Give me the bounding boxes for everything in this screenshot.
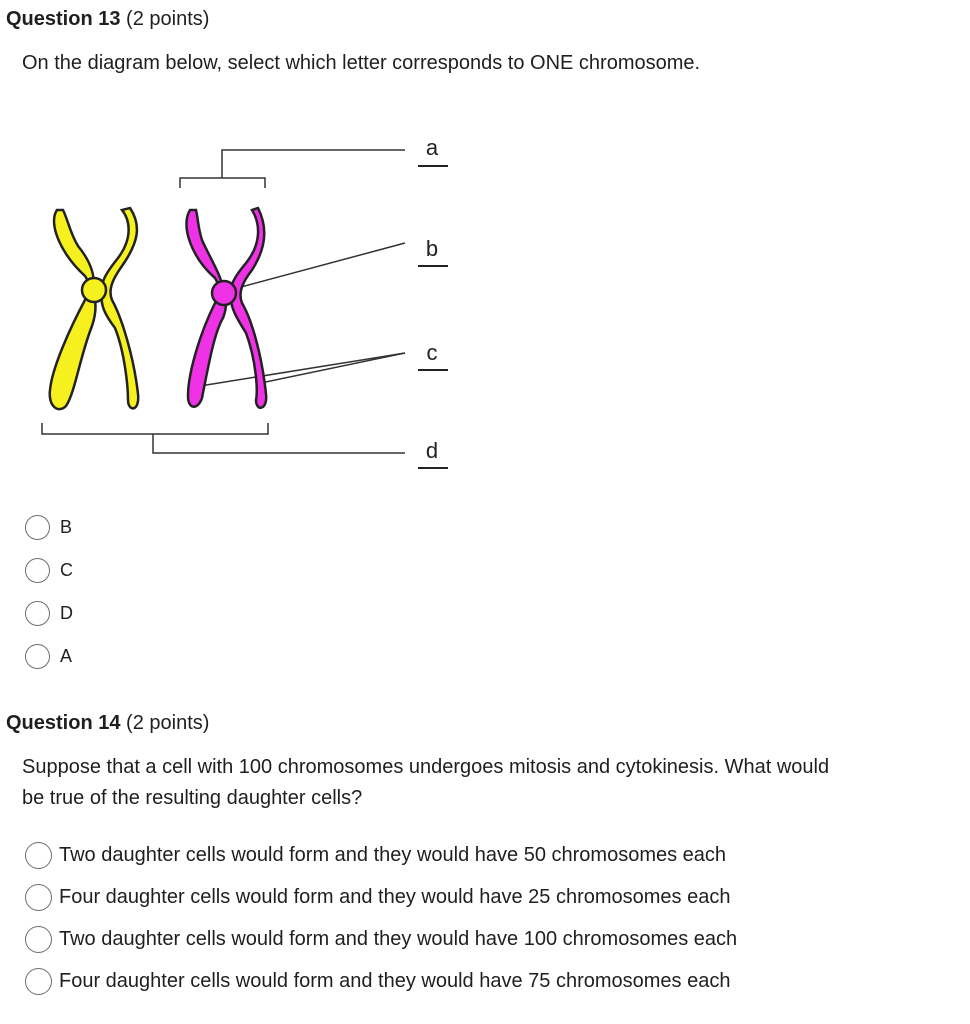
diagram-label-b: b [425, 236, 439, 261]
question-14-prompt: Suppose that a cell with 100 chromosomes undergoes mitosis and cytokinesis. What would be true of the resulting daughter cells? [22, 756, 830, 809]
centromere-yellow [82, 278, 106, 302]
pointer-c2 [256, 353, 405, 384]
q13-radio-b[interactable] [25, 515, 50, 540]
chromatid-magenta-left [186, 210, 226, 407]
q14-radio-1[interactable] [25, 842, 52, 869]
q14-option-3[interactable] [25, 926, 737, 953]
q14-option-2-label: Four daughter cells would form and they would have 25 chromosomes each [59, 886, 731, 908]
q13-radio-a[interactable] [25, 644, 50, 669]
q13-option-a[interactable] [25, 644, 72, 669]
q13-option-c[interactable] [25, 558, 73, 583]
chromatid-yellow-left [50, 210, 96, 409]
question-14-title [6, 712, 209, 735]
q13-radio-c[interactable] [25, 558, 50, 583]
diagram-label-d: d [425, 438, 439, 463]
q13-radio-d[interactable] [25, 601, 50, 626]
q13-option-b-label: B [60, 517, 73, 537]
question-13-label: Question 13 [6, 8, 121, 30]
q13-option-b[interactable] [25, 515, 72, 540]
question-13-prompt: On the diagram below, select which letter corresponds to ONE chromosome. [22, 52, 701, 74]
question-13-title [6, 8, 209, 31]
q13-option-d[interactable] [25, 601, 73, 626]
q14-option-1[interactable] [25, 842, 726, 869]
q13-option-a-label: A [60, 646, 73, 666]
chromosome-yellow [50, 208, 138, 409]
q14-radio-2[interactable] [25, 884, 52, 911]
bracket-a [180, 150, 405, 188]
q13-option-c-label: C [60, 560, 73, 580]
q14-option-2[interactable] [25, 884, 730, 911]
q14-option-1-label: Two daughter cells would form and they would have 50 chromosomes each [59, 844, 727, 866]
q14-option-4[interactable] [25, 968, 730, 995]
bracket-d [42, 423, 405, 453]
q14-option-3-label: Two daughter cells would form and they would have 100 chromosomes each [59, 928, 738, 950]
q13-option-d-label: D [60, 603, 73, 623]
diagram-label-a: a [425, 135, 439, 160]
question-13-points: (2 points) [126, 8, 210, 30]
q14-option-4-label: Four daughter cells would form and they would have 75 chromosomes each [59, 970, 731, 992]
centromere-magenta [212, 281, 236, 305]
q14-radio-4[interactable] [25, 968, 52, 995]
diagram-label-c: c [426, 340, 438, 365]
chromosome-diagram [30, 128, 490, 478]
question-14-label: Question 14 [6, 712, 121, 734]
chromatid-yellow-right [102, 208, 139, 408]
pointer-c1 [200, 353, 405, 386]
question-14-points: (2 points) [126, 712, 210, 734]
q14-radio-3[interactable] [25, 926, 52, 953]
